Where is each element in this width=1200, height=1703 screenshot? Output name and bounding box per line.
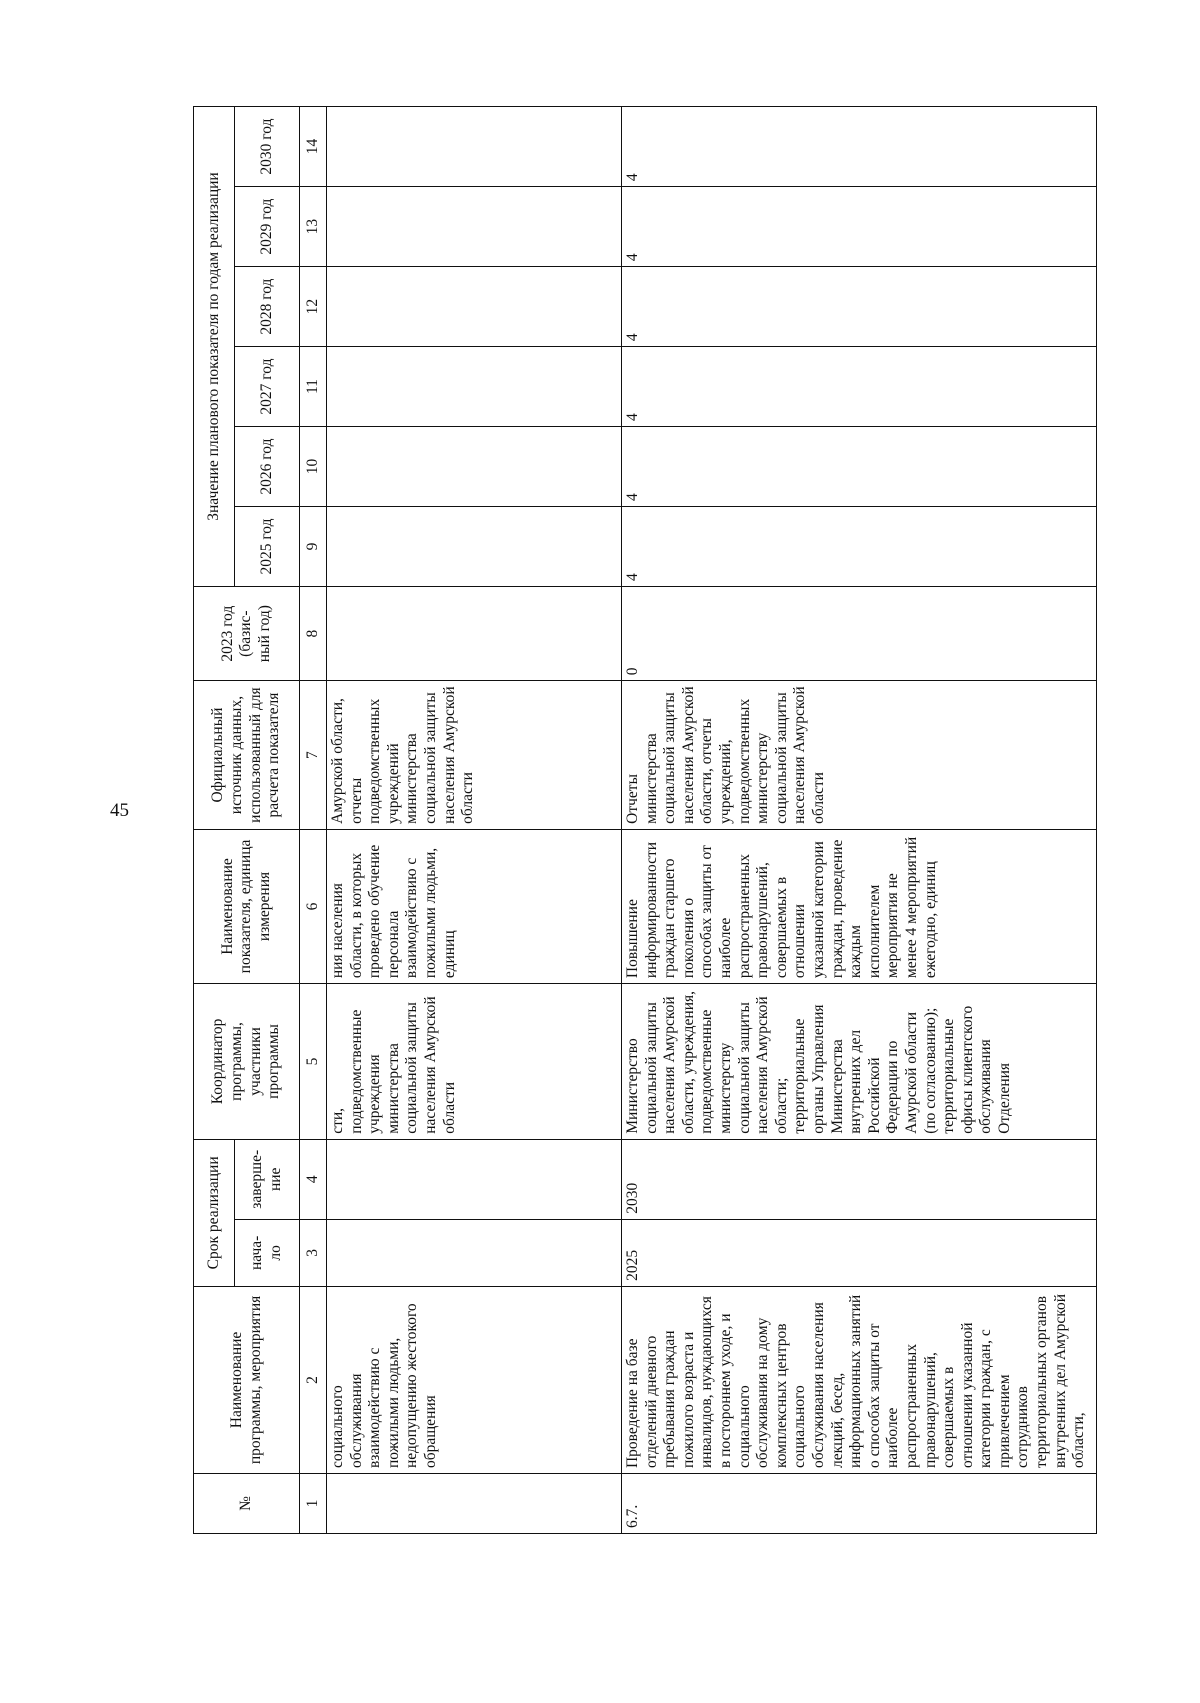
header-year: 2029 год [235,187,300,267]
column-number: 2 [300,1286,327,1473]
table-row [622,107,1097,1534]
header-name: Наименование программы, мероприятия [194,1286,300,1473]
header-num: № [194,1474,300,1534]
row-coordinator: Министерство социальной защиты населения Амурской области, учреждения, подведомственные министерству социальной защиты населения Амурской области; территориальные органы Управления Министерства внутренних дел Российской Федерации по Амурской области (по согласованию); территориальные офисы клиентского обслуживания Отделения [622,984,1097,1140]
header-start: нача- ло [235,1219,300,1286]
row-num: 6.7. [622,1474,1097,1534]
row-start [327,1219,622,1286]
column-number: 13 [300,187,327,267]
column-number: 14 [300,107,327,187]
row-source: Отчеты министерства социальной защиты населения Амурской области, отчеты учреждений, подведомственных министерству социальной защиты населения Амурской области [622,681,1097,830]
column-number-row [300,107,327,1534]
row-num [327,1474,622,1534]
page-number: 45 [110,800,129,821]
column-number: 9 [300,507,327,587]
header-term: Срок реализации [194,1139,235,1286]
rotated-table-container [193,106,1097,1534]
header-indicator: Наименование показателя, единица измерения [194,829,300,983]
row-value: 4 [622,267,1097,347]
column-number: 6 [300,829,327,983]
row-value: 4 [622,187,1097,267]
table-row [327,107,622,1534]
header-base-year: 2023 год (базис- ный год) [194,587,300,681]
row-value [327,427,622,507]
row-value [327,107,622,187]
row-indicator: ния населения области, в которых проведено обучение персонала взаимодействию с пожилыми людьми, единиц [327,829,622,983]
row-end: 2030 [622,1139,1097,1219]
row-name: Проведение на базе отделений дневного пребывания граждан пожилого возраста и инвалидов, нуждающихся в постороннем уходе, и социального обслуживания на дому комплексных центров социального обслуживания населения лекций, бесед, информационных занятий о способах защиты от наиболее распространенных правонарушений, совершаемых в отношении указанной категории граждан, с привлечением сотрудников территориальных органов внутренних дел Амурской области, [622,1286,1097,1473]
header-row-1 [194,107,235,1534]
header-year: 2030 год [235,107,300,187]
column-number: 3 [300,1219,327,1286]
column-number: 4 [300,1139,327,1219]
row-coordinator: сти, подведомственные учреждения министерства социальной защиты населения Амурской области [327,984,622,1140]
header-end: заверше- ние [235,1139,300,1219]
row-value: 4 [622,347,1097,427]
column-number: 8 [300,587,327,681]
column-number: 12 [300,267,327,347]
column-number: 11 [300,347,327,427]
row-source: Амурской области, отчеты подведомственных учреждений министерства социальной защиты населения Амурской области [327,681,622,830]
column-number: 1 [300,1474,327,1534]
header-plan: Значение планового показателя по годам реализации [194,107,235,587]
row-name: социального обслуживания взаимодействию с пожилыми людьми, недопущению жестокого обращения [327,1286,622,1473]
header-coordinator: Координатор программы, участники программы [194,984,300,1140]
row-start: 2025 [622,1219,1097,1286]
row-end [327,1139,622,1219]
header-year: 2026 год [235,427,300,507]
header-source: Официальный источник данных, использованный для расчета показателя [194,681,300,830]
row-base: 0 [622,587,1097,681]
row-value: 4 [622,107,1097,187]
row-value [327,267,622,347]
row-value [327,507,622,587]
row-base [327,587,622,681]
header-year: 2028 год [235,267,300,347]
row-value [327,187,622,267]
column-number: 10 [300,427,327,507]
header-year: 2025 год [235,507,300,587]
column-number: 7 [300,681,327,830]
program-table [193,106,1097,1534]
row-value: 4 [622,427,1097,507]
row-indicator: Повышение информированности граждан старшего поколения о способах защиты от наиболее распространенных правонарушений, совершаемых в отношении указанной категории граждан, проведение каждым исполнителем мероприятия не менее 4 мероприятий ежегодно, единиц [622,829,1097,983]
row-value [327,347,622,427]
column-number: 5 [300,984,327,1140]
header-year: 2027 год [235,347,300,427]
row-value: 4 [622,507,1097,587]
